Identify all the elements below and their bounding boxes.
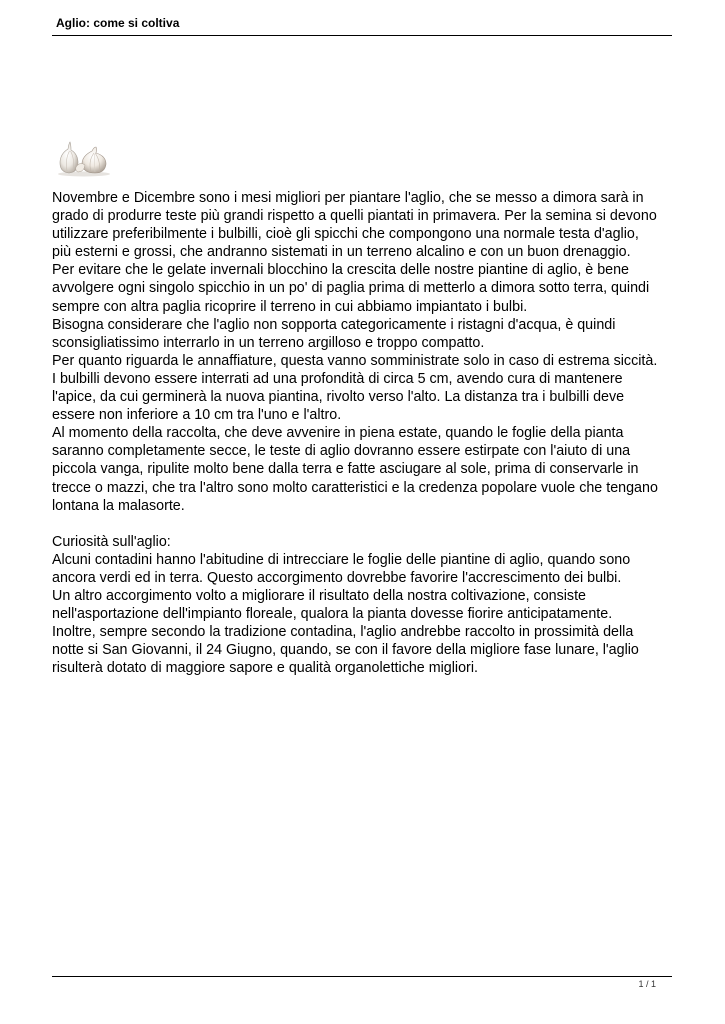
text-line: notte si San Giovanni, il 24 Giugno, quando, se con il favore della migliore fase lunare, l'aglio (52, 642, 639, 659)
text-line: piccola vanga, ripulite molto bene dalla terra e fatte asciugare al sole, prima di conservarle in (52, 461, 639, 478)
text-line: Curiosità sull'aglio: (52, 533, 171, 550)
text-line: Novembre e Dicembre sono i mesi migliori per piantare l'aglio, che se messo a dimora sarà in (52, 190, 644, 206)
text-line: trecce o mazzi, che tra l'altro sono molto caratteristici e la credenza popolare vuole che tengano (52, 479, 658, 496)
paragraph-spacer (52, 515, 682, 533)
text-line: saranno completamente secce, le teste di aglio dovranno essere estirpate con l'aiuto di una (52, 443, 631, 460)
text-line: risulterà dotato di maggiore sapore e qualità organolettiche migliori. (52, 660, 478, 677)
text-line: Per quanto riguarda le annaffiature, questa vanno somministrate solo in caso di estrema siccità. (52, 352, 658, 369)
text-line: avvolgere ogni singolo spicchio in un po' di paglia prima di metterlo a dimora sotto terra, quindi (52, 280, 650, 297)
page-header (52, 11, 672, 36)
text-line: sconsigliatissimo interrarlo in un terreno argilloso e troppo compatto. (52, 334, 485, 351)
text-line: Al momento della raccolta, che deve avvenire in piena estate, quando le foglie della pianta (52, 425, 624, 442)
article-body (52, 189, 682, 678)
text-line: grado di produrre teste più grandi rispetto a quelli piantati in primavera. Per la semina si devono (52, 208, 657, 225)
text-line: utilizzare preferibilmente i bulbilli, cioè gli spicchi che compongono una normale testa d'aglio, (52, 226, 639, 243)
text-line: l'apice, da cui germinerà la nuova piantina, rivolto verso l'alto. La distanza tra i bulbilli deve (52, 389, 625, 406)
text-line: ancora verdi ed in terra. Questo accorgimento dovrebbe favorire l'accrescimento dei bulbi. (52, 569, 622, 586)
page-footer (52, 976, 672, 991)
text-line: essere non inferiore a 10 cm tra l'uno e l'altro. (52, 407, 342, 424)
page-number: 1 / 1 (638, 979, 656, 989)
text-line: più esterni e grossi, che andranno sistemati in un terreno alcalino e con un buon drenaggio. (52, 244, 631, 261)
text-line: sempre con altra paglia ricoprire il terreno in cui abbiamo impiantato i bulbi. (52, 298, 528, 315)
garlic-image (54, 139, 112, 177)
text-line: Un altro accorgimento volto a migliorare il risultato della nostra coltivazione, consiste (52, 588, 586, 605)
document-title: Aglio: come si coltiva (56, 16, 180, 30)
text-line: nell'asportazione dell'impianto floreale, qualora la pianta dovesse fiorire anticipatamente. (52, 606, 613, 623)
text-line: Per evitare che le gelate invernali blocchino la crescita delle nostre piantine di aglio, è bene (52, 262, 629, 279)
text-line: Bisogna considerare che l'aglio non sopporta categoricamente i ristagni d'acqua, è quindi (52, 316, 616, 333)
text-line: I bulbilli devono essere interrati ad una profondità di circa 5 cm, avendo cura di mantenere (52, 370, 623, 387)
text-line: Inoltre, sempre secondo la tradizione contadina, l'aglio andrebbe raccolto in prossimità della (52, 624, 634, 641)
text-line: lontana la malasorte. (52, 497, 185, 514)
text-line: Alcuni contadini hanno l'abitudine di intrecciare le foglie delle piantine di aglio, quando sono (52, 551, 631, 568)
